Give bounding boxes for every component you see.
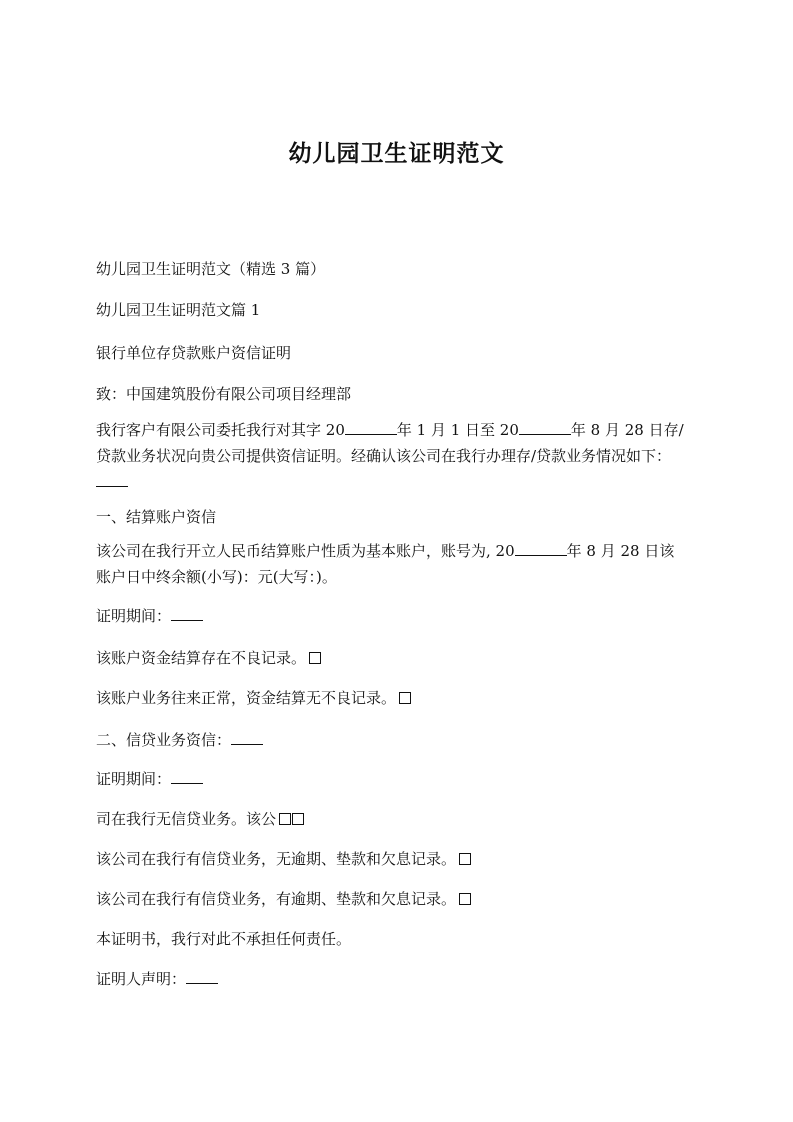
section-2-period [96,766,708,792]
addressee: 致：中国建筑股份有限公司项目经理部 [96,385,352,403]
section-2-clean-credit [96,846,708,872]
section-1-period [96,603,708,629]
section-1-good-record [96,685,708,711]
declaration-label: 证明人声明： [96,970,187,988]
document-title: 幼儿园卫生证明范文 [288,141,505,167]
section-1-bad-record [96,645,708,671]
declaration-blank[interactable] [186,969,218,984]
checkbox[interactable] [292,813,304,825]
good-record-text: 该账户业务往来正常，资金结算无不良记录。 [96,689,397,707]
year-blank[interactable] [345,420,397,435]
checkbox[interactable] [399,692,411,704]
no-credit-text: 司在我行无信贷业务。该公 [96,810,277,828]
section-1-heading: 一、结算账户资信 [96,508,217,526]
checkbox[interactable] [459,893,471,905]
section-2-overdue-credit [96,886,708,912]
s1-body-text-2: 年 8 月 28 日该 [566,542,675,560]
section-2-heading-text: 二、信贷业务资信： [96,731,232,749]
period-label: 证明期间： [96,607,172,625]
period-blank[interactable] [171,769,203,784]
declaration [96,966,708,992]
checkbox[interactable] [309,652,321,664]
certificate-title: 银行单位存贷款账户资信证明 [96,344,292,362]
section-2-no-credit [96,806,708,832]
blank-field[interactable] [96,472,128,487]
intro-text-3: 年 8 月 28 日存/ [570,421,684,439]
year-blank[interactable] [515,541,567,556]
subtitle: 幼儿园卫生证明范文（精选 3 篇） [96,260,326,278]
section-heading: 幼儿园卫生证明范文篇 1 [96,301,261,319]
period-blank[interactable] [171,606,203,621]
disclaimer: 本证明书，我行对此不承担任何责任。 [96,930,352,948]
intro-text-1: 我行客户有限公司委托我行对其字 20 [96,421,345,439]
intro-text-2: 年 1 月 1 日至 20 [396,421,519,439]
year-blank[interactable] [519,420,571,435]
checkbox[interactable] [459,853,471,865]
credit-blank[interactable] [231,730,263,745]
checkbox[interactable] [279,813,291,825]
period-label: 证明期间： [96,770,172,788]
bad-record-text: 该账户资金结算存在不良记录。 [96,649,307,667]
overdue-credit-text: 该公司在我行有信贷业务，有逾期、垫款和欠息记录。 [96,890,457,908]
s1-body-text-1: 该公司在我行开立人民币结算账户性质为基本账户，账号为, 20 [96,542,515,560]
clean-credit-text: 该公司在我行有信贷业务，无逾期、垫款和欠息记录。 [96,850,457,868]
intro-paragraph [96,417,708,495]
intro-text-line2: 贷款业务状况向贵公司提供资信证明。经确认该公司在我行办理存/贷款业务情况如下： [96,447,672,465]
s1-body-line2: 账户日中终余额(小写)：元(大写：)。 [96,568,337,586]
section-2-heading [96,727,708,753]
section-1-body [96,538,708,590]
